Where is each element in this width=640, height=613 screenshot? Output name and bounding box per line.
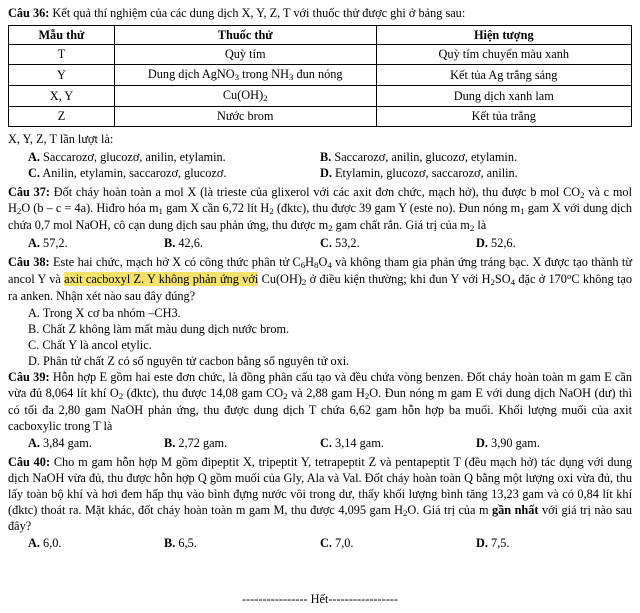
option-b-text: 42,6. — [178, 235, 203, 250]
question-37-prompt — [8, 185, 632, 235]
option-a-text: Saccarozơ, glucozơ, anilin, etylamin. — [43, 149, 226, 164]
option-a-text: 3,84 gam. — [43, 435, 92, 450]
question-40-label: Câu 40: — [8, 454, 51, 469]
experiment-table — [8, 25, 632, 127]
option-d-text: 7,5. — [491, 536, 510, 551]
option-a-letter: A. — [28, 536, 40, 551]
question-39-prompt — [8, 370, 632, 435]
option-b[interactable] — [164, 236, 320, 252]
cell-sample: Y — [9, 65, 115, 86]
option-c-text: 3,14 gam. — [335, 435, 384, 450]
option-a[interactable] — [8, 236, 164, 252]
option-b[interactable] — [164, 536, 320, 552]
cell-phenomenon: Quỳ tím chuyển màu xanh — [376, 45, 631, 65]
question-38-prompt — [8, 255, 632, 305]
option-c[interactable] — [8, 166, 320, 182]
question-38-text: Este hai chức, mạch hở X có công thức phân tử $C_6H_8O_4$ và không tham gia phản ứng tráng bạc. X được tạo thành từ ancol Y và axit cacboxyl Z. Y không phản ứng với $Cu(OH)_2$ ở điều kiện thường; khi đun Y với $H_2SO_4$ đặc ở 170$^o$C không tạo ra anken. Nhận xét nào sau đây đúng? — [8, 254, 632, 304]
question-40-options — [8, 536, 632, 552]
cell-reagent: $Cu(OH)_2$ — [114, 86, 376, 107]
option-b-letter: B. — [164, 435, 176, 450]
option-d-text: 3,90 gam. — [491, 435, 540, 450]
question-40-text: Cho m gam hỗn hợp M gồm đipeptit X, tripeptit Y, tetrapeptit Z và pentapeptit T (đều mạch hở) tác dụng với dung dịch NaOH vừa đủ, thu được hỗn hợp Q gồm muối của Gly, Ala và Val. Đốt cháy hoàn toàn Q bằng một lượng oxi vừa đủ, thu lấy toàn bộ khí và hơi đem hấp thụ vào bình đựng nước vôi trong dư, thấy khối lượng bình tăng 13,23 gam và có 0,84 lít khí (đktc) thoát ra. Mặt khác, đốt cháy hoàn toàn m gam M, thu được 4,095 gam $H_2O$. Giá trị của m gần nhất với giá trị nào sau đây? — [8, 454, 633, 534]
question-39-label: Câu 39: — [8, 370, 50, 385]
question-36-text: Kết quả thí nghiệm của các dung dịch X, Y, Z, T với thuốc thử được ghi ở bảng sau: — [52, 6, 466, 20]
option-d[interactable] — [320, 166, 632, 182]
table-header-phenomenon: Hiện tượng — [376, 25, 631, 45]
option-d-text: Etylamin, glucozơ, saccarozơ, anilin. — [335, 165, 518, 180]
option-b-letter: B. — [320, 149, 332, 164]
option-b[interactable] — [164, 436, 320, 452]
option-b-letter: B. — [164, 235, 176, 250]
option-b[interactable] — [8, 322, 632, 338]
question-36-prompt — [8, 6, 632, 22]
option-b-text: Saccarozơ, anilin, glucozơ, etylamin. — [334, 149, 518, 164]
option-a-letter: A. — [28, 149, 40, 164]
question-36-after-text: X, Y, Z, T lần lượt là: — [8, 131, 114, 146]
question-39-text: Hỗn hợp E gồm hai este đơn chức, là đồng phân cấu tạo và đều chứa vòng benzen. Đốt cháy hoàn toàn m gam E cần vừa đủ 8,064 lít khí $O_2$ (đktc), thu được 14,08 gam $CO_2$ và 2,88 gam $H_2O$. Đun nóng m gam E với dung dịch NaOH (dư) thì có tối đa 2,80 gam NaOH phản ứng, thu được dung dịch T chứa 6,62 gam hỗn hợp ba muối. Khối lượng muối của axit cacboxylic trong T là — [8, 370, 632, 433]
option-d[interactable] — [8, 354, 632, 370]
question-37-options — [8, 236, 632, 252]
table-header-row — [9, 25, 632, 45]
option-c-letter: C. — [320, 536, 332, 551]
cell-sample: T — [9, 45, 115, 65]
cell-sample: Z — [9, 106, 115, 126]
option-c-text: 53,2. — [335, 235, 360, 250]
option-d[interactable] — [476, 236, 632, 252]
option-c[interactable] — [8, 338, 632, 354]
option-a-letter: A. — [28, 435, 40, 450]
option-a-text: 6,0. — [43, 536, 62, 551]
option-b-text: 6,5. — [178, 536, 197, 551]
option-a[interactable] — [8, 536, 164, 552]
option-c-text: Chất Y là ancol etylic. — [42, 338, 152, 353]
cell-phenomenon: Dung dịch xanh lam — [376, 86, 631, 107]
highlighted-text: axit cacboxyl Z. Y không phản ứng với — [64, 272, 259, 287]
question-40-prompt — [8, 455, 632, 536]
table-row — [9, 45, 632, 65]
table-header-reagent: Thuốc thử — [114, 25, 376, 45]
table-row — [9, 86, 632, 107]
option-d-letter: D. — [28, 354, 40, 369]
option-c[interactable] — [320, 536, 476, 552]
cell-phenomenon: Kết tủa Ag trắng sáng — [376, 65, 631, 86]
option-d-letter: D. — [476, 536, 488, 551]
question-36-options — [8, 150, 632, 182]
option-c-letter: C. — [28, 338, 40, 353]
question-37-label: Câu 37: — [8, 184, 50, 199]
table-row — [9, 106, 632, 126]
option-c-text: Anilin, etylamin, saccarozơ, glucozơ. — [42, 165, 227, 180]
table-header-sample: Mẫu thử — [9, 25, 115, 45]
option-d[interactable] — [476, 436, 632, 452]
option-a-text: 57,2. — [43, 235, 68, 250]
option-a[interactable] — [8, 306, 632, 322]
option-d-letter: D. — [476, 435, 488, 450]
question-38-label: Câu 38: — [8, 254, 50, 269]
option-c-text: 7,0. — [335, 536, 354, 551]
option-b[interactable] — [320, 150, 632, 166]
cell-reagent: Quỳ tím — [114, 45, 376, 65]
option-a-letter: A. — [28, 306, 40, 321]
option-b-letter: B. — [28, 322, 40, 337]
page-footer: ---------------- Hết----------------- — [242, 592, 398, 606]
question-37-text: Đốt cháy hoàn toàn a mol X (là trieste của glixerol với các axit đơn chức, mạch hở), thu được b mol $CO_2$ và c mol $H_2O$ (b – c = 4a). Hiđro hóa $m_1$ gam X cần 6,72 lít $H_2$ (đktc), thu được 39 gam Y (este no). Đun nóng $m_1$ gam X với dung dịch chứa 0,7 mol NaOH, cô cạn dung dịch sau phản ứng, thu được $m_2$ gam chất rắn. Giá trị của $m_2$ là — [8, 184, 632, 234]
option-b-text: 2,72 gam. — [178, 435, 228, 450]
question-36-label: Câu 36: — [8, 6, 50, 20]
question-38-options — [8, 306, 632, 370]
option-b-letter: B. — [164, 536, 176, 551]
question-39-options — [8, 436, 632, 452]
cell-phenomenon: Kết tủa trắng — [376, 106, 631, 126]
option-a[interactable] — [8, 436, 164, 452]
option-d[interactable] — [476, 536, 632, 552]
option-a[interactable] — [8, 150, 320, 166]
option-d-text: 52,6. — [491, 235, 516, 250]
option-d-letter: D. — [476, 235, 488, 250]
option-b-text: Chất Z không làm mất màu dung dịch nước brom. — [42, 322, 290, 337]
option-c[interactable] — [320, 236, 476, 252]
option-a-text: Trong X cơ ba nhóm –CH3. — [42, 306, 181, 321]
option-c-letter: C. — [320, 435, 332, 450]
option-c-letter: C. — [320, 235, 332, 250]
option-d-text: Phân tử chất Z có số nguyên tử cacbon bằng số nguyên tử oxi. — [43, 354, 350, 369]
cell-sample: X, Y — [9, 86, 115, 107]
option-a-letter: A. — [28, 235, 40, 250]
cell-reagent: Dung dịch AgNO$_3$ trong $NH_3$ đun nóng — [114, 65, 376, 86]
cell-reagent: Nước brom — [114, 106, 376, 126]
option-c[interactable] — [320, 436, 476, 452]
table-row — [9, 65, 632, 86]
option-c-letter: C. — [28, 165, 40, 180]
option-d-letter: D. — [320, 165, 332, 180]
